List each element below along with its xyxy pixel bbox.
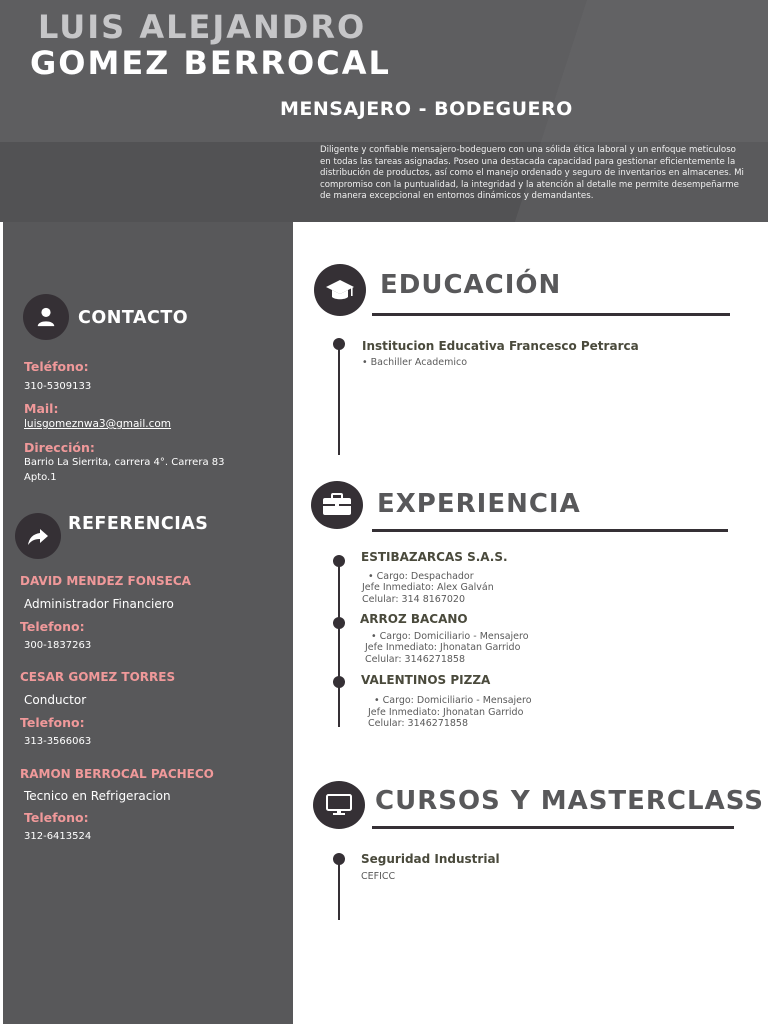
education-institution: Institucion Educativa Francesco Petrarca (362, 339, 639, 353)
courses-rule (372, 826, 734, 829)
reference-3-name: RAMON BERROCAL PACHECO (20, 767, 214, 781)
experience-1-phone: Celular: 314 8167020 (362, 594, 466, 605)
share-arrow-icon (15, 513, 61, 559)
education-timeline (338, 343, 340, 455)
experience-1-position: • Cargo: Despachador (368, 571, 474, 582)
experience-3-boss: Jefe Inmediato: Jhonatan Garrido (368, 707, 524, 718)
education-degree: • Bachiller Academico (362, 357, 468, 368)
experience-3-company: VALENTINOS PIZZA (361, 673, 491, 687)
phone-value: 310-5309133 (24, 381, 92, 392)
experience-2-company: ARROZ BACANO (360, 612, 468, 626)
monitor-icon (313, 781, 365, 829)
address-line-2: Apto.1 (24, 472, 57, 483)
experience-3-phone: Celular: 3146271858 (368, 718, 469, 729)
experience-timeline (338, 559, 340, 727)
phone-label: Teléfono: (24, 359, 89, 374)
reference-2-phone: 313-3566063 (24, 736, 92, 747)
experience-1-boss: Jefe Inmediato: Alex Galván (362, 582, 494, 593)
course-institution: CEFICC (361, 871, 396, 882)
reference-1-phone-label: Telefono: (20, 619, 85, 634)
reference-3-role: Tecnico en Refrigeracion (24, 789, 171, 803)
reference-1-role: Administrador Financiero (24, 597, 174, 611)
courses-heading: CURSOS Y MASTERCLASS (375, 786, 764, 816)
courses-timeline (338, 858, 340, 920)
reference-1-name: DAVID MENDEZ FONSECA (20, 574, 191, 588)
experience-timeline-dot-3 (333, 676, 345, 688)
education-rule (372, 313, 730, 316)
experience-1-company: ESTIBAZARCAS S.A.S. (361, 550, 508, 564)
reference-3-phone: 312-6413524 (24, 831, 92, 842)
job-title: MENSAJERO - BODEGUERO (280, 98, 573, 120)
education-timeline-dot (333, 338, 345, 350)
course-title: Seguridad Industrial (361, 852, 500, 866)
reference-2-name: CESAR GOMEZ TORRES (20, 670, 176, 684)
last-name: GOMEZ BERROCAL (30, 44, 391, 82)
experience-3-position: • Cargo: Domiciliario - Mensajero (374, 695, 532, 706)
user-icon (23, 294, 69, 340)
education-heading: EDUCACIÓN (380, 270, 562, 300)
experience-2-phone: Celular: 3146271858 (365, 654, 466, 665)
experience-timeline-dot-1 (333, 555, 345, 567)
profile-summary: Diligente y confiable mensajero-bodeguero con una sólida ética laboral y un enfoque meticuloso en todas las tareas asignadas. Poseo una destacada capacidad para gestionar eficientemente la distribución de productos, así como el manejo ordenado y seguro de inventarios en almacenes. Mi compromiso con la puntualidad, la integridad y la atención al detalle me permite desempeñarme de manera excepcional en entornos dinámicos y demandantes. (320, 145, 744, 202)
briefcase-icon (311, 481, 363, 529)
experience-timeline-dot-2 (333, 617, 345, 629)
reference-2-phone-label: Telefono: (20, 715, 85, 730)
experience-rule (372, 529, 728, 532)
first-name: LUIS ALEJANDRO (38, 8, 367, 46)
references-heading: REFERENCIAS (68, 514, 209, 534)
reference-2-role: Conductor (24, 693, 87, 707)
graduation-cap-icon (314, 264, 366, 316)
experience-heading: EXPERIENCIA (377, 489, 581, 519)
resume-header (0, 0, 768, 222)
experience-2-position: • Cargo: Domiciliario - Mensajero (371, 631, 529, 642)
address-line-1: Barrio La Sierrita, carrera 4°. Carrera 83 (24, 457, 225, 468)
mail-label: Mail: (24, 401, 59, 416)
reference-1-phone: 300-1837263 (24, 640, 92, 651)
address-label: Dirección: (24, 440, 95, 455)
mail-link[interactable]: luisgomeznwa3@gmail.com (24, 418, 172, 430)
experience-2-boss: Jefe Inmediato: Jhonatan Garrido (365, 642, 521, 653)
courses-timeline-dot (333, 853, 345, 865)
contact-heading: CONTACTO (78, 308, 189, 328)
reference-3-phone-label: Telefono: (24, 810, 89, 825)
